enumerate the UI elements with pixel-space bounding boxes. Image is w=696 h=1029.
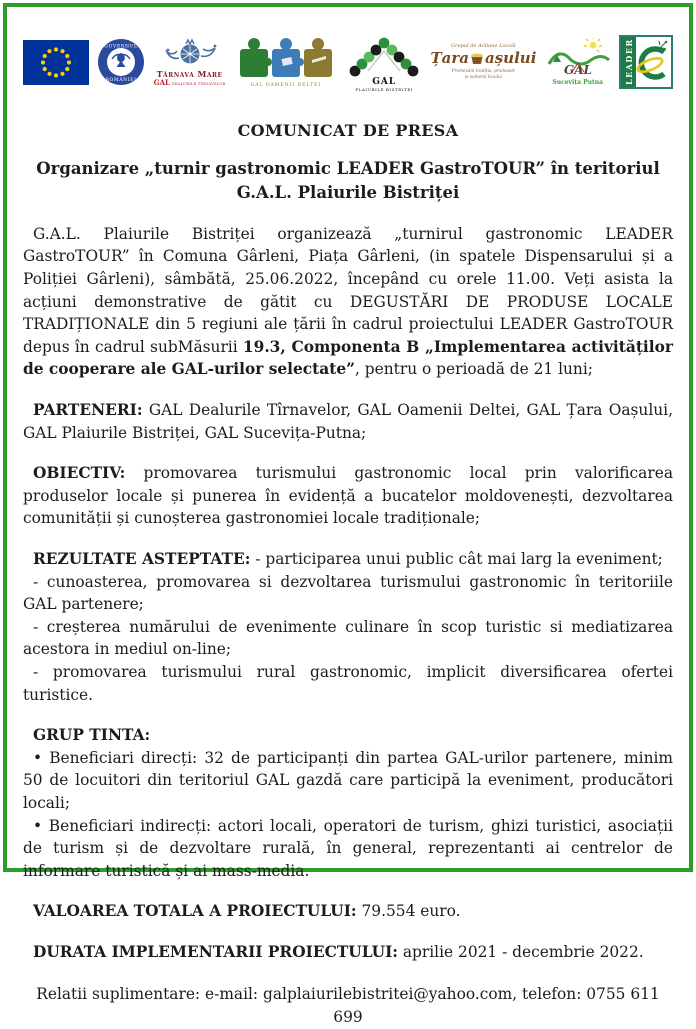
rezultate-section bbox=[23, 548, 673, 706]
parteneri-text: GAL Dealurile Tîrnavelor, GAL Oamenii Deltei, GAL Țara Oașului, GAL Plaiurile Bistriței, GAL Sucevița-Putna; bbox=[23, 401, 673, 442]
plaiurile-gal-label: GAL bbox=[372, 76, 397, 87]
basket-icon bbox=[470, 53, 484, 65]
obiectiv-paragraph bbox=[23, 462, 673, 530]
government-seal-icon bbox=[97, 38, 145, 86]
oas-subtitle-line1: Promovăm tradiția, produsele bbox=[451, 68, 516, 74]
tarnava-caption: DEALURILE TÎRNAVELOR bbox=[171, 81, 226, 86]
grup-tinta-section bbox=[23, 724, 673, 882]
sucevita-gal-label: GAL bbox=[563, 63, 592, 77]
leader-emblem-icon bbox=[619, 35, 673, 89]
subtitle-line-1: Organizare „turnir gastronomic LEADER GastroTOUR” în teritoriul bbox=[36, 159, 660, 178]
oas-title-part2: așului bbox=[485, 49, 537, 68]
rezultate-heading-line bbox=[23, 548, 673, 571]
document-title: COMUNICAT DE PRESA bbox=[237, 121, 459, 140]
contact-line: Relatii suplimentare: e-mail: galplaiurilebistritei@yahoo.com, telefon: 0755 611 699 bbox=[36, 985, 660, 1027]
puzzle-people-icon bbox=[234, 36, 338, 82]
grup-tinta-item: • Beneficiari indirecți: actori locali, operatori de turism, ghizi turistici, asociații de turism și de dezvoltare rurală, în general, reprezentanti ai centrelor de informare turistică și ai mass-media. bbox=[23, 816, 673, 880]
intro-bold-text: 19.3, Componenta B „Implementarea activităților de cooperare ale GAL-urilor selectate” bbox=[23, 337, 673, 379]
intro-paragraph bbox=[23, 223, 673, 381]
valoare-text: 79.554 euro. bbox=[356, 902, 461, 921]
rezultate-item: - creșterea numărului de evenimente culinare în scop turistic si mediatizarea acestora in mediul on-line; bbox=[23, 617, 673, 659]
subtitle-line-2: G.A.L. Plaiurile Bistriței bbox=[236, 182, 460, 202]
hills-sun-icon bbox=[545, 38, 611, 78]
oas-subtitle-line2: și oamenii locului bbox=[464, 74, 503, 79]
eu-flag-icon bbox=[23, 40, 89, 85]
seal-top-text: GUVERNUL bbox=[104, 44, 139, 50]
oas-top-text: Grupul de Acțiune Locală bbox=[451, 43, 516, 50]
pomegranate-ornament-icon bbox=[159, 38, 221, 68]
tarnava-mare-title: Târnava Mare bbox=[156, 68, 223, 79]
valoare-label: VALOAREA TOTALA A PROIECTULUI: bbox=[33, 902, 357, 921]
valoare-paragraph bbox=[23, 900, 673, 923]
intro-lead-text: G.A.L. Plaiurile Bistriței organizează „turnirul gastronomic LEADER GastroTOUR” în Comuna Gârleni, Piața Gârleni, (in spatele Dispensarului și a Poliției Gârleni), sâmbătă, 25.06.2022, începând cu orele 11.00. Veți asista la acțiuni demonstrative de gătit cu DEGUSTĂRI DE PRODUSE LOCALE TRADIȚIONALE din 5 regiuni ale țării în cadrul proiectului LEADER GastroTOUR depus în cadrul subMăsurii bbox=[23, 224, 673, 356]
sucevita-caption: Sucevița Putna bbox=[552, 79, 603, 86]
tarnava-mare-logo bbox=[154, 38, 226, 87]
seal-bottom-text: ROMÂNIEI bbox=[105, 78, 137, 83]
obiectiv-label: OBIECTIV: bbox=[33, 464, 126, 483]
gal-oamenii-deltei-logo bbox=[234, 36, 338, 89]
intro-tail-text: , pentru o perioadă de 21 luni; bbox=[355, 360, 593, 379]
durata-paragraph bbox=[23, 941, 673, 964]
gal-sucevita-putna-logo bbox=[545, 38, 611, 86]
tara-oasului-logo bbox=[431, 44, 537, 80]
partner-logo-strip bbox=[23, 23, 673, 101]
grup-tinta-label: GRUP TINTA: bbox=[33, 726, 151, 745]
green-page-frame bbox=[3, 3, 693, 1027]
leader-vertical-text: LEADER bbox=[623, 38, 634, 85]
grup-tinta-item: • Beneficiari direcți: 32 de participanți din partea GAL-urilor partenere, minim 50 de locuitori din teritoriul GAL gazdă care participă la eveniment, producători locali; bbox=[23, 748, 673, 812]
tarnava-gal-label: GAL bbox=[153, 77, 170, 87]
document-subtitle bbox=[23, 157, 673, 205]
rezultate-item: - cunoasterea, promovarea si dezvoltarea turismului gastronomic în teritoriile GAL partenere; bbox=[23, 572, 673, 614]
rezultate-first-item: - participarea unui public cât mai larg la eveniment; bbox=[250, 549, 663, 568]
parteneri-paragraph bbox=[23, 399, 673, 444]
obiectiv-text: promovarea turismului gastronomic local prin valorificarea produselor locale și punerea în evidență a bucatelor moldovenești, dezvoltarea comunității și cunoșterea gastronomiei locale tradiționale; bbox=[23, 464, 673, 528]
parteneri-label: PARTENERI: bbox=[33, 401, 143, 419]
durata-label: DURATA IMPLEMENTARII PROIECTULUI: bbox=[33, 942, 398, 961]
leader-logo bbox=[619, 35, 673, 89]
rezultate-label: REZULTATE ASTEPTATE: bbox=[33, 549, 251, 568]
rezultate-item: - promovarea turismului rural gastronomic, implicit diversificarea ofertei turistice. bbox=[23, 662, 673, 704]
dot-mountain-icon bbox=[346, 33, 422, 77]
oas-title-part1: Țara bbox=[430, 49, 470, 68]
guvernul-romaniei-logo bbox=[97, 38, 145, 86]
gal-plaiurile-bistritei-logo bbox=[346, 33, 422, 92]
eu-flag-logo bbox=[23, 40, 89, 85]
oamenii-deltei-caption: GAL OAMENII DELTEI bbox=[250, 82, 322, 88]
durata-text: aprilie 2021 - decembrie 2022. bbox=[397, 942, 644, 961]
plaiurile-caption: PLAIURILE BISTRITEI bbox=[355, 86, 414, 92]
grup-tinta-label-line bbox=[23, 724, 673, 747]
